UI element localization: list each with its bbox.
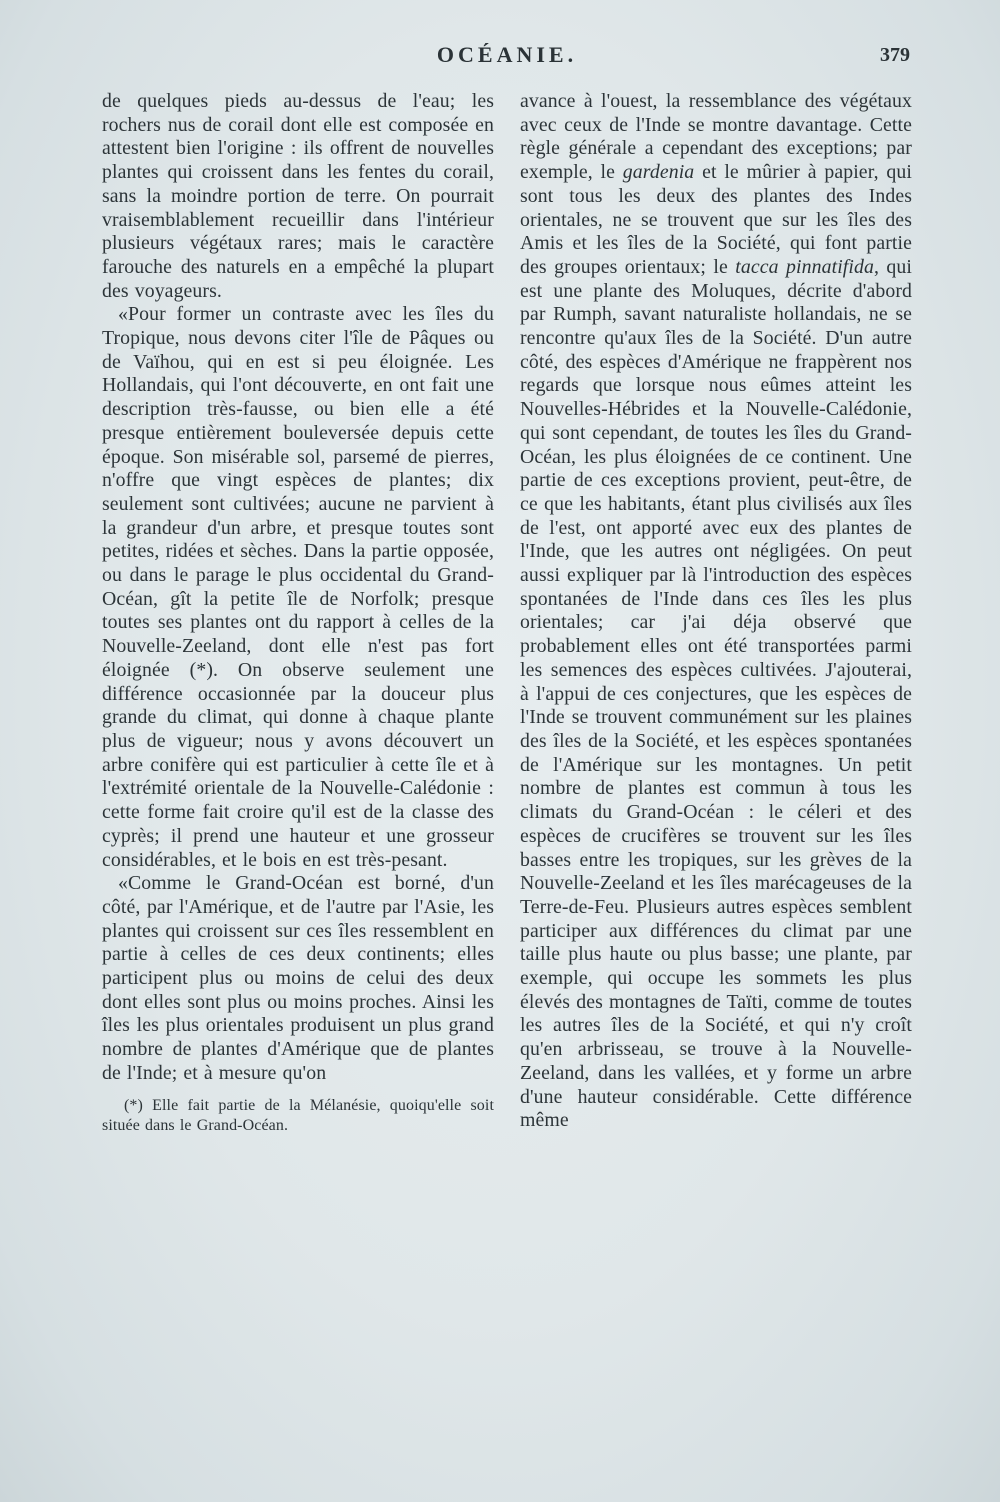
text-run: «Pour former un contraste avec les îles du Tropique, nous devons citer l'île de Pâques ou de Vaïhou, qui en est si peu éloignée. Les Hollandais, qui l'ont découverte, en ont fait une description très-fausse, ou bien elle a été presque entièrement bouleversée depuis cette époque. Son misérable sol, parsemé de pierres, n'offre que vingt espèces de plantes; dix seulement sont cultivées; aucune ne parvient à la grandeur d'un arbre, et presque toutes sont petites, ridées et sèches. Dans la partie opposée, ou dans le parage le plus occidental du Grand-Océan, gît la petite île de Norfolk; presque toutes ses plantes ont du rapport à celles de la Nouvelle-Zeeland, dont elle n'est pas fort éloignée (*). On observe seulement une différence occasionnée par la douceur plus grande du climat, qui donne à chaque plante plus de vigueur; nous y avons découvert un arbre conifère qui est particulier à cette île et à l'extrémité orientale de la Nouvelle-Calédonie : cette forme fait croire qu'il est de la classe des cyprès; il prend une hauteur et une grosseur considérables, et le bois en est très-pesant. (102, 303, 494, 871)
paragraph (102, 872, 494, 1085)
right-column (520, 90, 912, 1152)
page-header (102, 42, 912, 76)
page-title: OCÉANIE. (436, 42, 578, 67)
page-number: 379 (880, 44, 910, 66)
text-run: avance à l'ouest, la ressemblance des végétaux avec ceux de l'Inde se montre davantage. Cette règle générale a cependant des exceptions; par exemple, le (520, 90, 912, 184)
text-run: de quelques pieds au-dessus de l'eau; les rochers nus de corail dont elle est composée en attestent bien l'origine : ils offrent de nouvelles plantes qui croissent dans les fentes du corail, sans la moindre portion de terre. On pourrait vraisemblablement recueillir dans l'intérieur plusieurs végétaux rares; mais le caractère farouche des naturels en a empêché la plupart des voyageurs. (102, 90, 494, 302)
text-run: «Comme le Grand-Océan est borné, d'un côté, par l'Amérique, et de l'autre par l'Asie, les plantes qui croissent sur ces îles ressemblent en partie à celles de ces deux continents; elles participent plus ou moins de celui des deux dont elles sont plus ou moins proches. Ainsi les îles les plus orientales produisent un plus grand nombre de plantes d'Amérique que de plantes de l'Inde; et à mesure qu'on (102, 872, 494, 1084)
paragraph (102, 303, 494, 872)
text-run: et le mûrier à papier, qui sont tous les deux des plantes des Indes orientales, ne se trouvent que sur les îles des Amis et les îles de la Société, qui font partie des groupes orientaux; le (520, 161, 912, 278)
left-column (102, 90, 494, 1152)
two-column-text (102, 90, 912, 1152)
paragraph (102, 90, 494, 303)
footnote: (*) Elle fait partie de la Mélanésie, quoiqu'elle soit située dans le Grand-Océan. (102, 1096, 494, 1134)
paragraph (520, 90, 912, 1133)
text-run: , qui est une plante des Moluques, décrite d'abord par Rumph, savant naturaliste hollandais, ne se rencontre qu'aux îles de la Société. D'un autre côté, des espèces d'Amérique ne frappèrent nos regards que lorsque nous eûmes atteint les Nouvelles-Hébrides et la Nouvelle-Calédonie, qui sont cependant, de toutes les îles du Grand-Océan, les plus éloignées de ce continent. Une partie de ces exceptions provient, peut-être, de ce que les habitants, étant plus civilisés aux îles de l'est, ont apporté avec eux des plantes de l'Inde, que les autres ont négligées. On peut aussi expliquer par là l'introduction des espèces spontanées de l'Inde dans ces îles les plus orientales; car j'ai déja observé que probablement elles ont été transportées parmi les semences des espèces cultivées. J'ajouterai, à l'appui de ces conjectures, que les espèces de l'Inde se trouvent communément sur les plaines des îles de la Société, et les espèces spontanées de l'Amérique sur les montagnes. Un petit nombre de plantes est commun à tous les climats du Grand-Océan : le céleri et des espèces de crucifères se trouvent sur les îles basses entre les tropiques, sur les grèves de la Nouvelle-Zeeland et les îles marécageuses de la Terre-de-Feu. Plusieurs autres espèces semblent participer aux différences du climat par une taille plus haute ou plus basse; une plante, par exemple, qui occupe les sommets les plus élevés des montagnes de Taïti, comme de toutes les autres îles de la Société, et qui n'y croît qu'en arbrisseau, se trouve à la Nouvelle-Zeeland, dans les vallées, et y forme un arbre d'une hauteur considérable. Cette différence même (520, 255, 912, 1132)
italic-term: tacca pinnatifida (735, 255, 874, 278)
italic-term: gardenia (622, 161, 695, 184)
